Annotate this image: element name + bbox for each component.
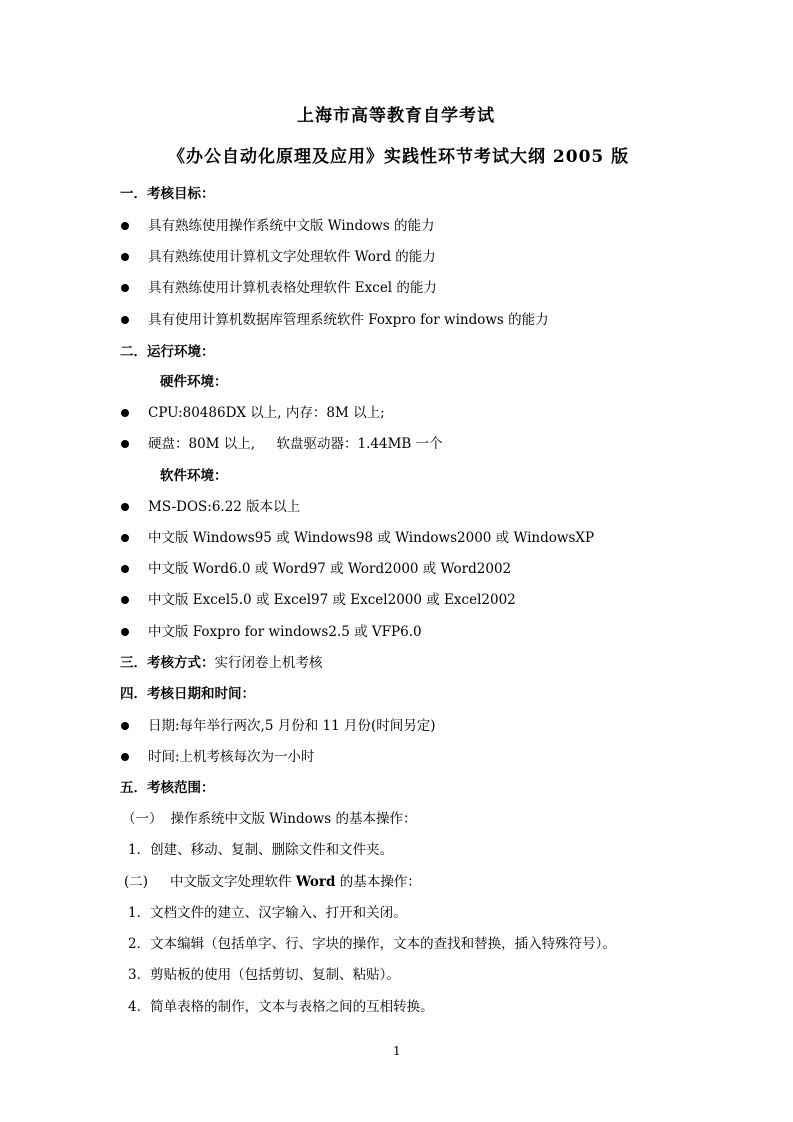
numbered-item: 4．简单表格的制作，文本与表格之间的互相转换。 [128,999,434,1015]
subsection-number: (二) [124,874,149,890]
bullet-icon [121,753,129,761]
list-item-text: 具有熟练使用操作系统中文版 Windows 的能力 [148,218,435,234]
list-item-text: 时间:上机考核每次为一小时 [148,749,315,765]
section-heading: 一．考核目标： [120,186,215,202]
subsection-text: 中文版文字处理软件 [170,874,296,890]
document-title: 上海市高等教育自学考试 [297,106,495,126]
subheading: 软件环境： [160,468,228,484]
bullet-icon [121,222,129,230]
subsection-text: 操作系统中文版 Windows 的基本操作： [170,811,417,827]
list-item-text: 具有熟练使用计算机文字处理软件 Word 的能力 [148,249,436,265]
numbered-item: 3．剪贴板的使用（包括剪切、复制、粘贴）。 [128,967,400,983]
subsection-heading [124,873,421,891]
numbered-item: 2．文本编辑（包括单字、行、字块的操作，文本的查找和替换，插入特殊符号）。 [128,936,616,952]
list-item-text: 中文版 Word6.0 或 Word97 或 Word2000 或 Word2002 [148,561,512,577]
list-item-text: 日期:每年举行两次,5 月份和 11 月份(时间另定) [148,718,436,734]
subsection-text: 的基本操作： [335,874,421,890]
bullet-icon [121,596,129,604]
bullet-icon [121,253,129,261]
numbered-item: 1．创建、移动、复制、删除文件和文件夹。 [128,842,394,858]
list-item-text: 中文版 Excel5.0 或 Excel97 或 Excel2000 或 Excel2002 [148,592,516,608]
subheading: 硬件环境： [160,374,228,390]
page-number: 1 [393,1044,401,1058]
bullet-icon [121,503,129,511]
subsection-heading [122,810,417,828]
bullet-icon [121,284,129,292]
section-heading [120,654,323,672]
list-item-text: 具有使用计算机数据库管理系统软件 Foxpro for windows 的能力 [148,312,549,328]
list-item-text: MS-DOS:6.22 版本以上 [148,499,301,515]
bullet-icon [121,534,129,542]
document-subtitle: 《办公自动化原理及应用》实践性环节考试大纲 2005 版 [168,147,630,167]
bullet-icon [121,440,129,448]
subsection-bold-text: Word [295,874,336,890]
list-item-text: CPU:80486DX 以上, 内存：8M 以上; [148,405,385,421]
bullet-icon [121,409,129,417]
bullet-icon [121,565,129,573]
bullet-icon [121,628,129,636]
bullet-icon [121,316,129,324]
list-item-text: 中文版 Windows95 或 Windows98 或 Windows2000 或 WindowsXP [148,530,595,546]
section-heading: 四．考核日期和时间： [120,686,255,702]
bullet-icon [121,722,129,730]
list-item-text: 硬盘：80M 以上, 软盘驱动器：1.44MB 一个 [148,436,443,452]
numbered-item: 1．文档文件的建立、汉字输入、打开和关闭。 [128,905,407,921]
list-item-text: 具有熟练使用计算机表格处理软件 Excel 的能力 [148,280,437,296]
section-text: 实行闭卷上机考核 [214,655,323,671]
list-item-text: 中文版 Foxpro for windows2.5 或 VFP6.0 [148,624,422,640]
section-heading-label: 三．考核方式： [120,655,215,671]
section-heading: 五．考核范围： [120,780,215,796]
section-heading: 二．运行环境： [120,344,215,360]
subsection-number: （一） [122,811,163,827]
